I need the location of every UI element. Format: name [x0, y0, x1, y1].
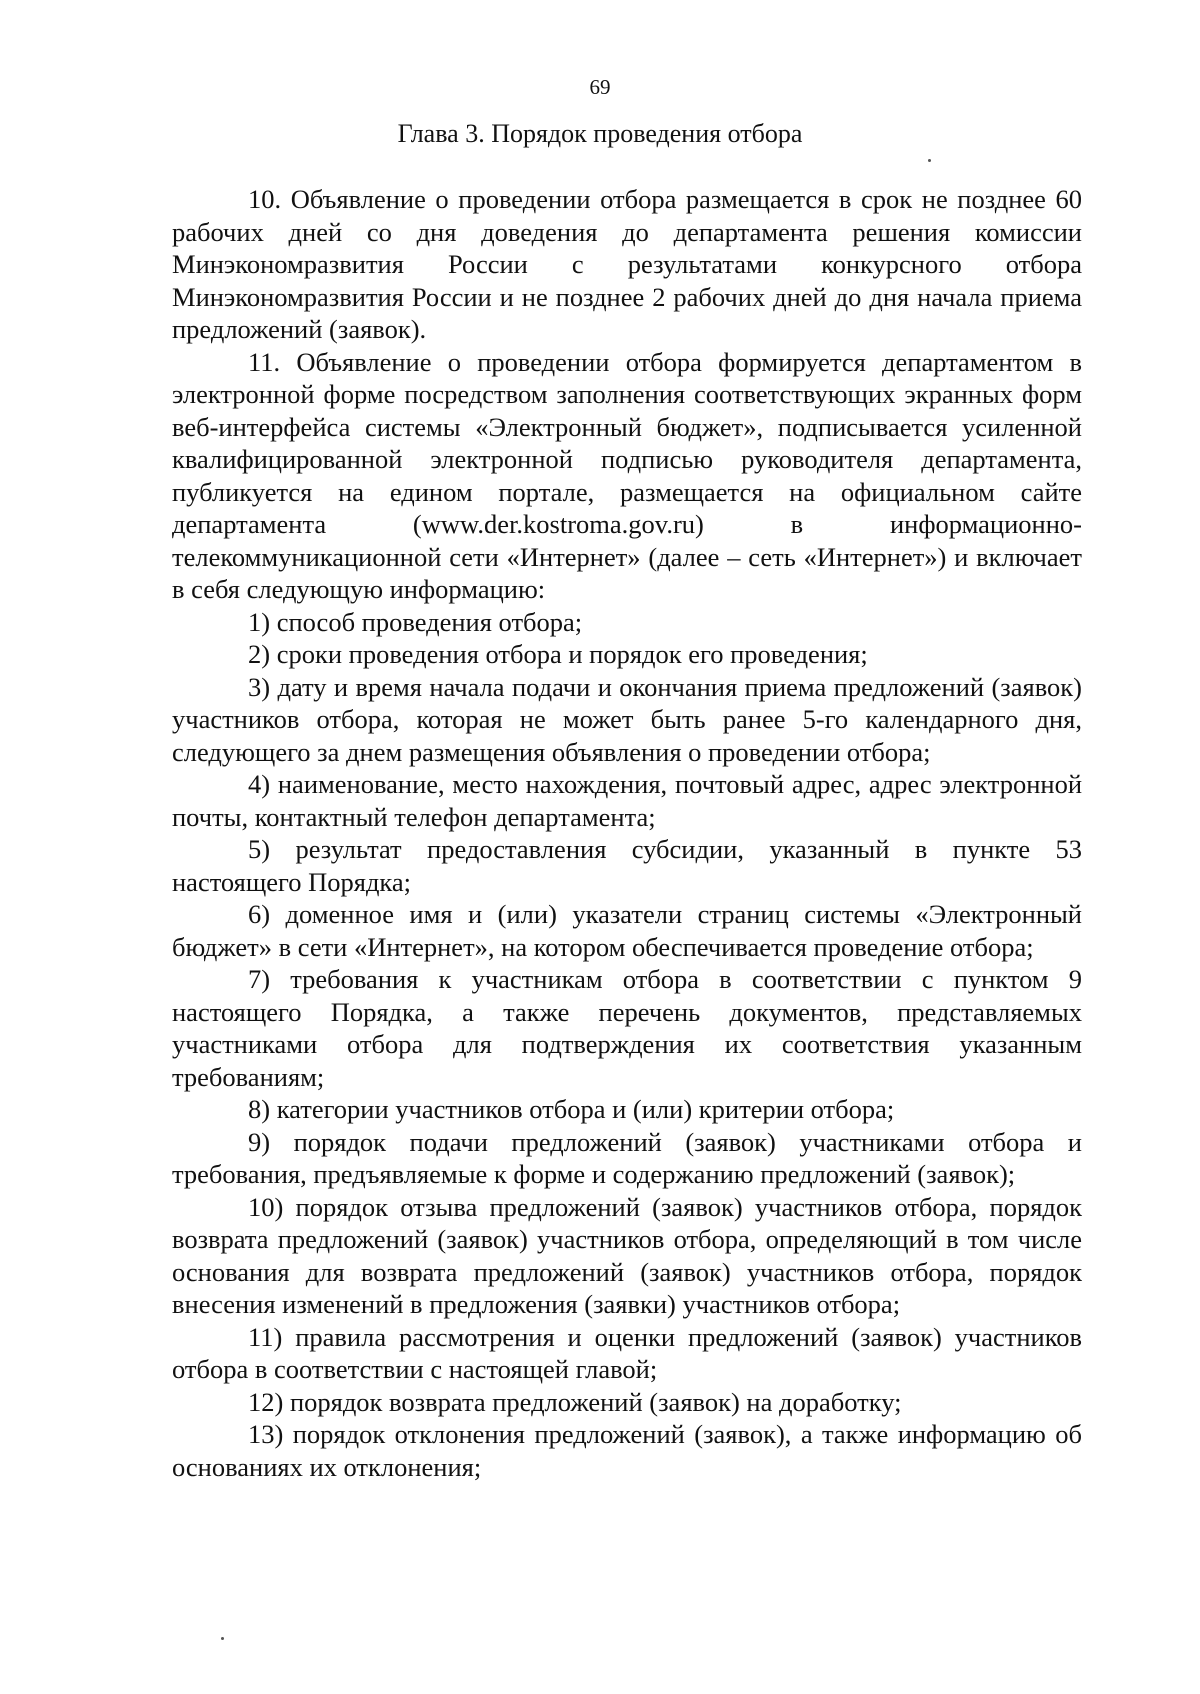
list-item: 11) правила рассмотрения и оценки предложений (заявок) участников отбора в соответствии с настоящей главой;	[172, 1321, 1082, 1384]
paragraph: 11. Объявление о проведении отбора формируется департаментом в электронной форме посредством заполнения соответствующих экранных форм веб-интерфейса системы «Электронный бюджет», подписывается усиленной квалифицированной электронной подписью руководителя департамента, публикуется на едином портале, размещается на официальном сайте департамента (www.der.kostroma.gov.ru) в информационно-телекоммуникационной сети «Интернет» (далее – сеть «Интернет») и включает в себя следующую информацию:	[172, 346, 1082, 604]
list-item: 1) способ проведения отбора;	[248, 606, 583, 637]
list-item: 2) сроки проведения отбора и порядок его проведения;	[248, 639, 868, 669]
list-item: 7) требования к участникам отбора в соответствии с пунктом 9 настоящего Порядка, а также перечень документов, представляемых участниками отбора для подтверждения их соответствия указанным требованиям;	[172, 964, 1082, 1092]
scan-speck	[221, 1637, 224, 1640]
list-item: 10) порядок отзыва предложений (заявок) участников отбора, порядок возврата предложений (заявок) участников отбора, определяющий в том числе основания для возврата предложений (заявок) участников отбора, порядок внесения изменений в предложения (заявки) участников отбора;	[172, 1191, 1082, 1319]
list-item: 13) порядок отклонения предложений (заявок), а также информацию об основаниях их отклонения;	[172, 1419, 1082, 1482]
page-number: 69	[589, 75, 611, 99]
list-item: 8) категории участников отбора и (или) критерии отбора;	[248, 1094, 895, 1124]
list-item: 3) дату и время начала подачи и окончания приема предложений (заявок) участников отбора, которая не может быть ранее 5-го календарного дня, следующего за днем размещения объявления о проведении отбора;	[172, 671, 1082, 767]
chapter-title: Глава 3. Порядок проведения отбора	[397, 119, 803, 148]
list-item: 4) наименование, место нахождения, почтовый адрес, адрес электронной почты, контактный телефон департамента;	[172, 769, 1082, 832]
body-text	[172, 183, 1082, 1483]
scan-speck	[928, 159, 931, 162]
list-item: 9) порядок подачи предложений (заявок) участниками отбора и требования, предъявляемые к форме и содержанию предложений (заявок);	[172, 1126, 1082, 1189]
list-item: 12) порядок возврата предложений (заявок) на доработку;	[248, 1386, 902, 1417]
list-item: 6) доменное имя и (или) указатели страниц системы «Электронный бюджет» в сети «Интернет», на котором обеспечивается проведение отбора;	[172, 899, 1082, 962]
list-item: 5) результат предоставления субсидии, указанный в пункте 53 настоящего Порядка;	[172, 834, 1082, 897]
paragraph: 10. Объявление о проведении отбора размещается в срок не позднее 60 рабочих дней со дня доведения до департамента решения комиссии Минэкономразвития России с результатами конкурсного отбора Минэкономразвития России и не позднее 2 рабочих дней до дня начала приема предложений (заявок).	[172, 184, 1082, 344]
